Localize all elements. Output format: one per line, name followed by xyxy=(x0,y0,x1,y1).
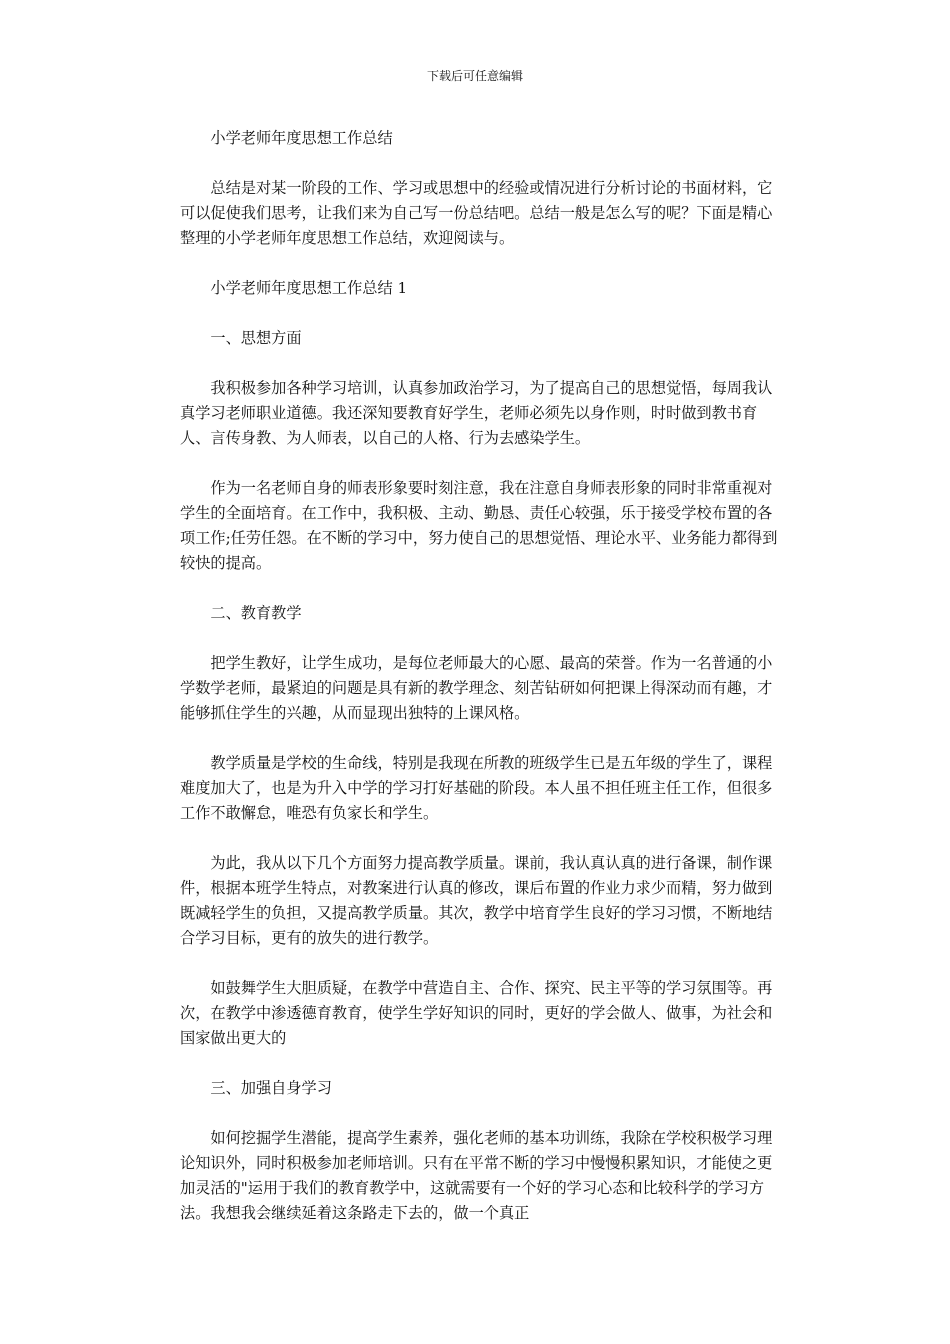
section2-paragraph-1: 把学生教好，让学生成功，是每位老师最大的心愿、最高的荣誉。作为一名普通的小学数学老师，最紧迫的问题是具有新的教学理念、刻苦钻研如何把课上得深动而有趣，才能够抓住学生的兴趣，从而显现出独特的上课风格。 xyxy=(180,654,773,722)
document-subtitle: 小学老师年度思想工作总结 1 xyxy=(210,279,408,297)
section2-paragraph-2: 教学质量是学校的生命线，特别是我现在所教的班级学生已是五年级的学生了，课程难度加大了，也是为升入中学的学习打好基础的阶段。本人虽不担任班主任工作，但很多工作不敢懈怠，唯恐有负家长和学生。 xyxy=(180,754,773,822)
document-body xyxy=(180,126,780,1226)
section1-paragraph-2: 作为一名老师自身的师表形象要时刻注意，我在注意自身师表形象的同时非常重视对学生的全面培育。在工作中，我积极、主动、勤恳、责任心较强，乐于接受学校布置的各项工作;任劳任怨。在不断的学习中，努力使自己的思想觉悟、理论水平、业务能力都得到较快的提高。 xyxy=(180,479,778,572)
header-note: 下载后可任意编辑 xyxy=(426,69,523,83)
intro-paragraph: 总结是对某一阶段的工作、学习或思想中的经验或情况进行分析讨论的书面材料，它可以促使我们思考，让我们来为自己写一份总结吧。总结一般是怎么写的呢？下面是精心整理的小学老师年度思想工作总结，欢迎阅读与。 xyxy=(180,179,773,247)
document-title: 小学老师年度思想工作总结 xyxy=(210,129,393,147)
section-heading-2: 二、教育教学 xyxy=(210,604,302,622)
section-heading-1: 一、思想方面 xyxy=(210,329,302,347)
section3-paragraph-1: 如何挖掘学生潜能，提高学生素养，强化老师的基本功训练，我除在学校积极学习理论知识外，同时积极参加老师培训。只有在平常不断的学习中慢慢积累知识，才能使之更加灵活的"运用于我们的教育教学中，这就需要有一个好的学习心态和比较科学的学习方法。我想我会继续延着这条路走下去的，做一个真正 xyxy=(180,1129,773,1222)
section2-paragraph-4: 如鼓舞学生大胆质疑，在教学中营造自主、合作、探究、民主平等的学习氛围等。再次，在教学中渗透德育教育，使学生学好知识的同时，更好的学会做人、做事，为社会和国家做出更大的 xyxy=(180,979,773,1047)
section-heading-3: 三、加强自身学习 xyxy=(210,1079,332,1097)
section1-paragraph-1: 我积极参加各种学习培训，认真参加政治学习，为了提高自己的思想觉悟，每周我认真学习老师职业道德。我还深知要教育好学生，老师必须先以身作则，时时做到教书育人、言传身教、为人师表，以自己的人格、行为去感染学生。 xyxy=(180,379,773,447)
section2-paragraph-3: 为此，我从以下几个方面努力提高教学质量。课前，我认真认真的进行备课，制作课件，根据本班学生特点，对教案进行认真的修改，课后布置的作业力求少而精，努力做到既减轻学生的负担，又提高教学质量。其次，教学中培育学生良好的学习习惯，不断地结合学习目标，更有的放失的进行教学。 xyxy=(180,854,773,947)
